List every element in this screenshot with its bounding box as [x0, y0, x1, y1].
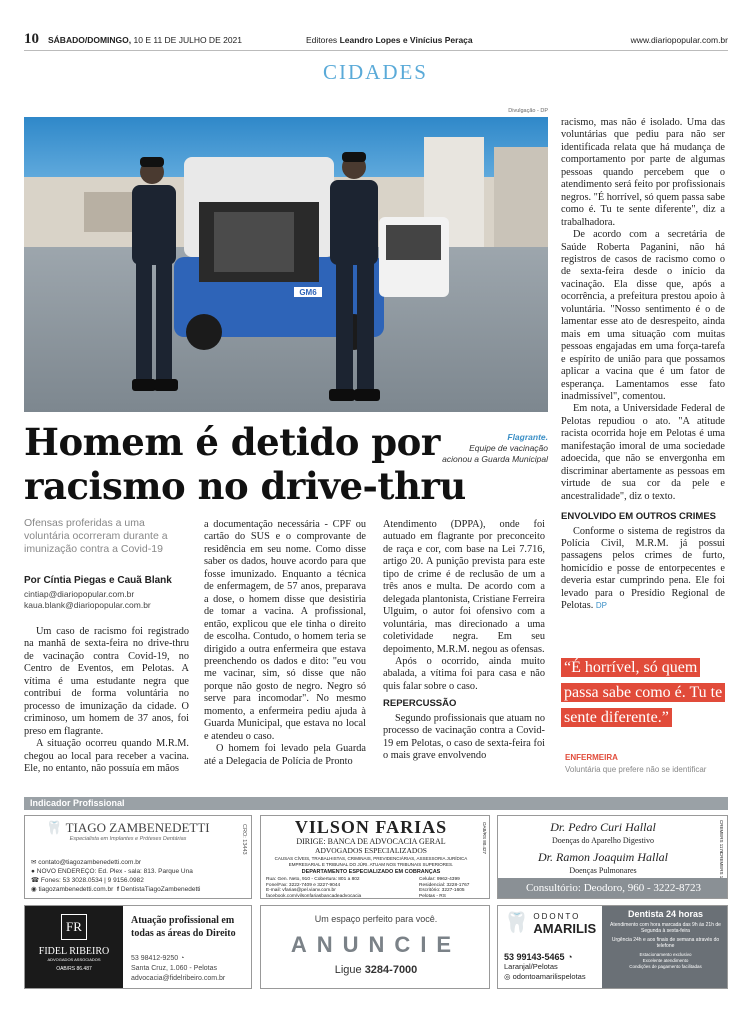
edition-date: SÁBADO/DOMINGO, 10 E 11 DE JULHO DE 2021 — [48, 35, 243, 45]
subheading: REPERCUSSÃO — [383, 698, 457, 710]
ad3-doc1: Dr. Pedro Curi Hallal — [550, 820, 656, 834]
ad4-headline: Atuação profissional em todas as áreas do Direito — [131, 915, 236, 939]
ad4-oab: OAB/RS 86.487 — [56, 966, 92, 972]
ad6-contacts: 53 99143-5465 ◔ Laranjal/Pelotas ◎ odontoamarilispelotas — [504, 952, 586, 981]
svg-text:GM6: GM6 — [299, 288, 317, 297]
header-divider — [24, 50, 728, 51]
ad-hallal[interactable] — [497, 815, 728, 899]
ad4-name: FIDEL RIBEIRO — [38, 946, 110, 957]
ad4-monogram: FR — [61, 914, 87, 940]
photo-caption: Flagrante. Equipe de vacinação acionou a Guarda Municipal — [442, 432, 548, 464]
instagram-icon: ◎ — [504, 972, 511, 981]
ad2-contacts-right: Celular: 9962-4399 Residencial: 3228-1767 Escritório: 3227-1605 Pelotas - RS — [419, 877, 470, 899]
ad2-dept: DEPARTAMENTO ESPECIALIZADO EM COBRANÇAS — [301, 869, 441, 875]
paragraph: O homem foi levado pela Guarda até a Delegacia de Polícia de Pronto — [204, 743, 366, 767]
ad6-brand: 🦷 ODONTO AMARILIS — [504, 912, 597, 936]
ad5-big: ANUNCIE — [290, 932, 462, 957]
paragraph: Após o ocorrido, ainda muito abalada, a vítima foi para casa e não quis falar sobre o caso. — [383, 655, 545, 692]
page-header — [24, 31, 728, 48]
ad2-line1: DIRIGE: BANCA DE ADVOCACIA GERAL — [296, 837, 446, 846]
ad-fidel-ribeiro[interactable] — [24, 905, 252, 989]
pull-quote-attribution — [565, 753, 725, 774]
ad-vilson-farias[interactable] — [260, 815, 490, 899]
email-icon: ✉ — [31, 859, 37, 866]
ad3-spec1: Doenças do Aparelho Digestivo — [552, 836, 654, 845]
web-icon: ◉ — [31, 886, 37, 893]
phone-icon: ☎ — [31, 877, 40, 884]
author-email[interactable]: kaua.blank@diariopopular.com.br — [24, 600, 151, 610]
ad4-contacts: 53 98412-9250 ◔ Santa Cruz, 1.060 - Pelotas advocacia@fidelribeiro.com.br — [131, 955, 226, 982]
paragraph: Atendimento (DPPA), onde foi autuado em flagrante por preconceito de raça e cor, com base na Lei 7.716, artigo 20. A punição prevista para este tipo de crime é de reclusão de um a três anos e multa. De acordo com a delegada plantonista, Cristiane Ferreira Ulguim, o autor foi ofensivo com a voluntária, mas direcionado a uma coletividade negra. Em seu depoimento, M.R.M. negou as ofensas. — [383, 519, 545, 655]
page-number: 10 — [24, 31, 39, 47]
paragraph: Segundo profissionais que atuam no processo de vacinação contra a Covid-19 em Pelotas, o caso de sexta-feira foi o mais grave envolvendo — [383, 712, 545, 762]
facebook-icon: f — [116, 886, 120, 893]
ad2-name: VILSON FARIAS — [294, 817, 448, 837]
tooth-icon: 🦷 — [46, 820, 63, 835]
ad6-info: Dentista 24 horas Atendimento com hora marcada das 9h às 21h de Segunda à sexta-feira Urgência 24h e aos finais de semana através do telefone Estacionamento exclusivo Excelente atendimento Condições de pagamento facilitadas — [602, 906, 728, 989]
pull-quote — [561, 655, 725, 730]
ad2-contacts-left: Rua: Gen. Neto, 910 - Cobertura: 801 a 802 Fone/Fax: 3222-7409 e 3227-9044 E-mail: vfarias@pel.vianv.com.br facebook.com/vilsonfariasbancadeadvocacia — [266, 877, 362, 899]
ad2-line3: CAUSAS CÍVEIS, TRABALHISTAS, CRIMINAIS, PREVIDENCIÁRIAS, ASSESSORIA JURÍDICA EMPRESARIAL E TRIBUNAL DO JÚRI. ATUAM NOS TRIBUNAIS SUPERIORES. — [274, 856, 468, 867]
ad2-oab: OAB/RS 80.427 — [482, 822, 487, 855]
ad-anuncie[interactable] — [260, 905, 490, 989]
ad5-line1: Um espaço perfeito para você. — [314, 914, 438, 924]
ad1-details: ✉ contato@tiagozambenedetti.com.br ● NOVO ENDEREÇO: Ed. Plex - sala: 813. Parque Una ☎ Fones: 53 3028.0534 | 9 9156.0982 ◉ tiagozambenedetti.com.br f DentistaTiagoZambenedetti — [31, 859, 201, 893]
author-email[interactable]: cintiap@diariopopular.com.br — [24, 589, 135, 599]
ad2-line2: ADVOGADOS ESPECIALIZADOS — [315, 846, 427, 855]
ad1-brand — [33, 820, 223, 842]
ad4-sub: ADVOGADOS ASSOCIADOS — [47, 957, 101, 962]
ad3-crm2: CREMERS 1 — [719, 852, 724, 879]
ad5-phone: Ligue 3284-7000 — [334, 964, 418, 976]
ad3-spec2: Doenças Pulmonares — [569, 866, 637, 875]
article-column-4 — [561, 117, 725, 613]
article-column-1 — [24, 626, 189, 775]
paragraph: De acordo com a secretária de Saúde Roberta Paganini, não há registros de casos de racismo como o de sexta-feira desde o início da vacinação. Ela disse que, após a ocorrência, a prefeitura prestou apoio à voluntária. "Nosso sentimento é o de lamentar esse ato de desrespeito, ainda mais em uma situação com muitas pessoas engajadas em uma força-tarefa e espírito de união para que possamos aplicar a vacina que é um fator de esperança. Lamentamos esse fato inadmissível", comentou. — [561, 229, 725, 402]
paragraph: Um caso de racismo foi registrado na manhã de sexta-feira no drive-thru de vacinação contra Covid-19, no Centro de Eventos, em Pelotas. A vítima é uma estudante negra que contribui de forma voluntária no processo de imunização da cidade. O criminoso, um homem de 37 anos, foi preso em flagrante. — [24, 626, 189, 737]
quote-author: ENFERMEIRA — [565, 753, 618, 762]
section-title: CIDADES — [322, 60, 428, 84]
paragraph: racismo, mas não é isolado. Uma das voluntárias que pediu para não ser identificada relata que há mudança de comportamento por parte de algumas pessoas quando percebem que o atendimento será feito por profissionais negros. "É horrível, só quem passa sabe como é. Tu te sente diferente", diz a trabalhadora. — [561, 117, 725, 228]
ad4-logo-block — [25, 906, 123, 989]
ad1-name: 🦷 TIAGO ZAMBENEDETTI — [46, 820, 210, 835]
paragraph: Conforme o sistema de registros da Polícia Civil, M.R.M. já possui passagens pelos crimes de furto, homicídio e posse de entorpecentes e deveria estar cumprindo pena. Ele foi levado para o Presídio Regional de Pelotas. DP — [561, 525, 725, 612]
whatsapp-icon: ◔ — [567, 952, 573, 962]
ad1-tagline: Especialista em Implantes e Próteses Dentárias — [69, 836, 187, 842]
paragraph: a documentação necessária - CPF ou cartão do SUS e o comprovante de residência em seu nome. Como disse saber os dados, houve acordo para que fosse imunizado. Enquanto a técnica de enfermagem, de 57 anos, preparava a dose, o homem disse que desistiria de tomar a vacina. A profissional, então, explicou que ele tinha o direito de escolha. Contudo, o homem teria se dirigido a outra enfermeira que estava preenchendo os dados e dito: "eu vou me vacinar, sim, só disse que não porque não gosto de negro. Negro só serve para incomodar". No mesmo momento, a enfermeira pediu ajuda à Guarda Municipal, que estava no local e atendeu o caso. — [204, 519, 366, 742]
pull-quote-text: “É horrível, só quem passa sabe como é. Tu te sente diferente.” — [561, 658, 725, 727]
dp-mark: DP — [595, 601, 608, 611]
whatsapp-icon: ◔ — [180, 955, 185, 962]
editors: Editores Leandro Lopes e Vinícius Peraça — [306, 35, 473, 45]
news-photo — [24, 117, 548, 412]
tooth-icon: 🦷 — [504, 912, 529, 934]
headline: Homem é detido por racismo no drive-thru — [24, 420, 466, 508]
author-emails — [24, 589, 151, 611]
ad-odonto-amarilis[interactable] — [497, 905, 728, 989]
ads-bar: Indicador Profissional — [24, 797, 728, 810]
photo-illustration — [24, 117, 548, 412]
article-column-2 — [204, 519, 366, 768]
location-icon: ● — [31, 868, 35, 875]
site-url[interactable]: www.diariopopular.com.br — [630, 35, 728, 45]
quote-author-desc: Voluntária que prefere não se identificar — [565, 765, 707, 774]
ad3-footer: Consultório: Deodoro, 960 - 3222-8723 — [498, 878, 728, 898]
ad3-crm1: CREMERS 1176 — [719, 820, 724, 854]
ad3-doc2: Dr. Ramon Joaquim Hallal — [538, 850, 668, 864]
ad1-cro: CRO: 13443 — [241, 824, 247, 855]
photo-credit: Divulgação - DP — [508, 108, 548, 114]
ad-tiago-zambenedetti[interactable] — [24, 815, 252, 899]
article-column-3 — [383, 519, 545, 763]
byline: Por Cíntia Piegas e Cauã Blank — [24, 575, 172, 586]
paragraph: A situação ocorreu quando M.R.M. chegou ao local para receber a vacina. Ele, no entanto, não possuía em mãos — [24, 738, 189, 774]
article-dek: Ofensas proferidas a uma voluntária ocorreram durante a imunização contra a Covid-19 — [24, 517, 168, 555]
subheading: ENVOLVIDO EM OUTROS CRIMES — [561, 511, 717, 523]
paragraph: Em nota, a Universidade Federal de Pelotas repudiou o ato. "A atitude racista ocorrida hoje em Pelotas é uma manifestação imoral de uma sociedade adoecida, que não se envergonha em discriminar abertamente as pessoas em virtude de sua cor da pele e ancestralidade", diz o texto. — [561, 403, 725, 502]
